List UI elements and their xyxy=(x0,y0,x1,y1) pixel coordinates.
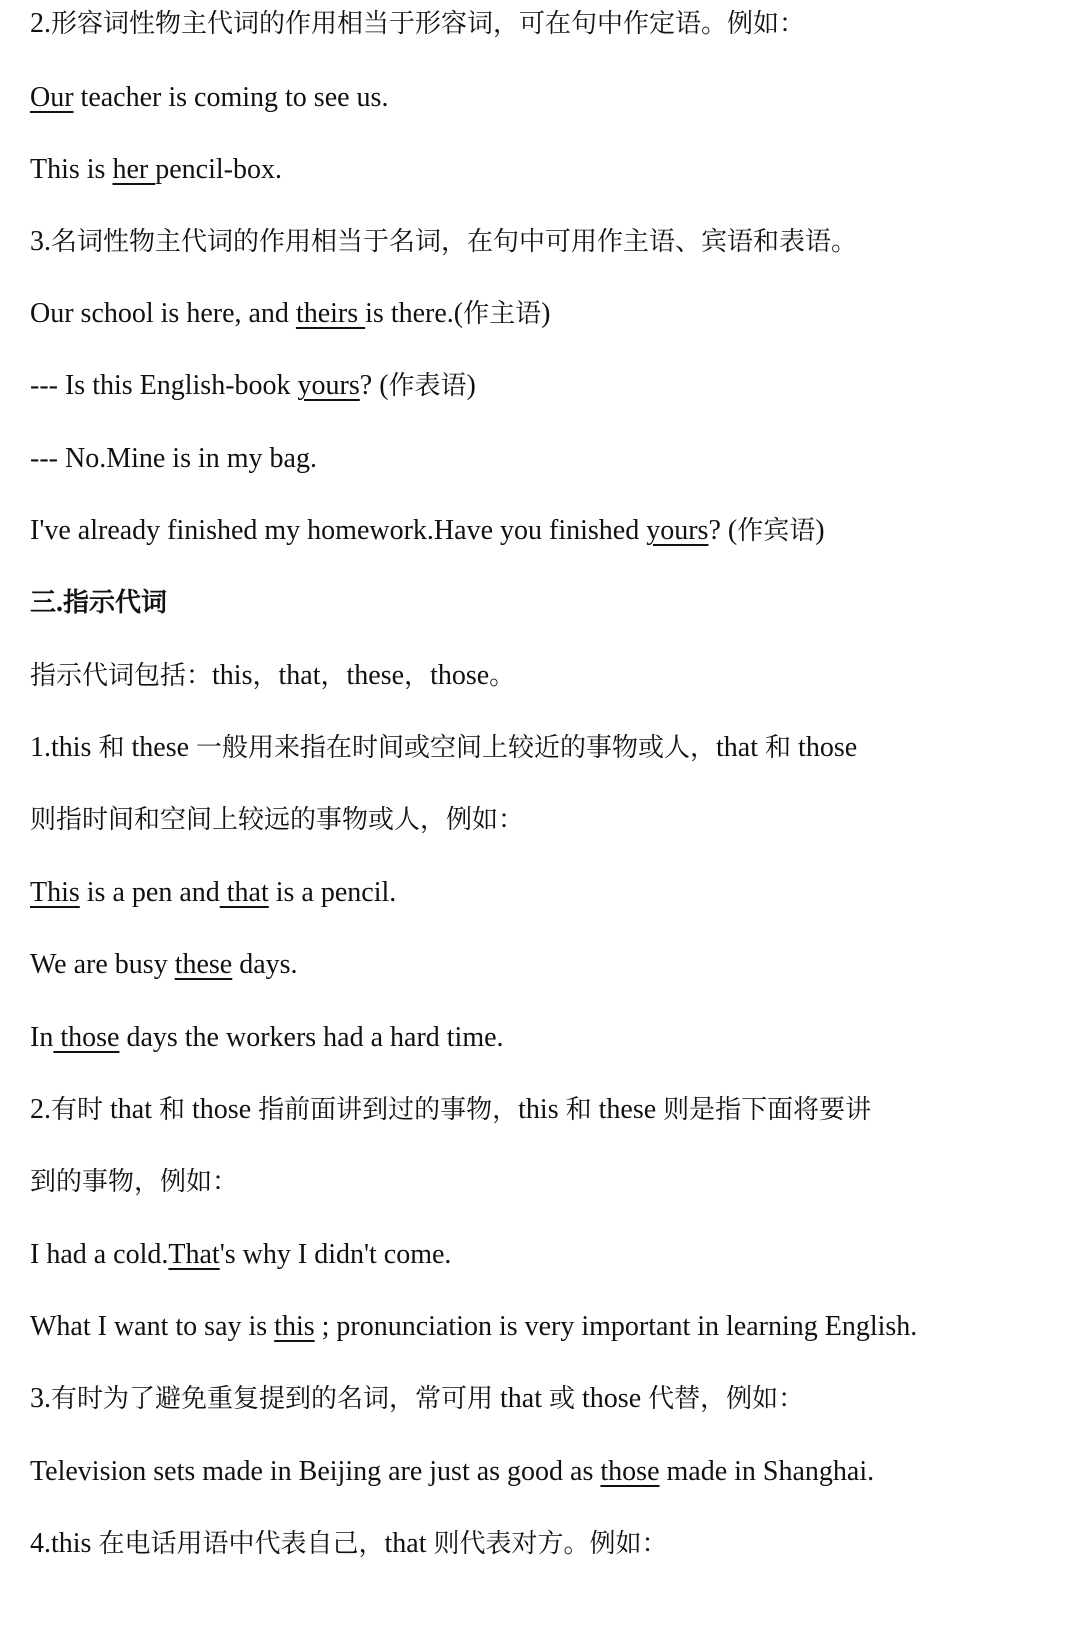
text-segment: pencil-box. xyxy=(155,154,282,185)
text-segment: 2.有时 that 和 those 指前面讲到过的事物，this 和 these 则是指下面将要讲 xyxy=(30,1094,872,1125)
text-line xyxy=(30,1522,1050,1566)
text-line xyxy=(30,437,1050,481)
text-segment: ? (作表语) xyxy=(359,370,476,401)
text-segment: is a pencil. xyxy=(268,877,397,908)
text-segment: I had a cold. xyxy=(30,1239,169,1270)
text-line xyxy=(30,1450,1050,1494)
text-segment: is a pen and xyxy=(79,877,220,908)
text-segment: ? (作宾语) xyxy=(708,515,825,546)
text-line xyxy=(30,148,1050,192)
underlined-word: her xyxy=(112,154,156,185)
text-line xyxy=(30,654,1050,698)
underlined-word: those xyxy=(53,1022,120,1053)
text-segment: ; pronunciation is very important in learning English. xyxy=(314,1311,918,1342)
text-line xyxy=(30,943,1050,987)
text-segment: days the workers had a hard time. xyxy=(119,1022,504,1053)
text-segment: Our school is here, and xyxy=(30,298,296,329)
text-segment: What I want to say is xyxy=(30,1311,275,1342)
text-segment: This is xyxy=(30,154,113,185)
text-line xyxy=(30,871,1050,915)
underlined-word: those xyxy=(600,1456,660,1487)
underlined-word: Our xyxy=(30,82,74,113)
underlined-word: yours xyxy=(297,370,360,401)
text-line xyxy=(30,1305,1050,1349)
text-segment: 's why I didn't come. xyxy=(219,1239,452,1270)
text-segment: --- No.Mine is in my bag. xyxy=(30,443,317,474)
text-line xyxy=(30,1377,1050,1421)
text-segment: teacher is coming to see us. xyxy=(73,82,389,113)
text-segment: Television sets made in Beijing are just as good as xyxy=(30,1456,601,1487)
underlined-word: theirs xyxy=(295,298,366,329)
text-segment: days. xyxy=(232,949,298,980)
text-line xyxy=(30,2,1050,46)
text-line xyxy=(30,798,1050,842)
text-line xyxy=(30,1088,1050,1132)
text-segment: I've already finished my homework.Have you finished xyxy=(30,515,647,546)
text-segment: 3.有时为了避免重复提到的名词，常可用 that 或 those 代替，例如： xyxy=(30,1383,805,1414)
text-line xyxy=(30,220,1050,264)
underlined-word: That xyxy=(168,1239,220,1270)
text-segment: 指示代词包括：this，that，these，those。 xyxy=(30,660,516,691)
text-line xyxy=(30,726,1050,770)
text-line xyxy=(30,292,1050,336)
text-line xyxy=(30,1160,1050,1204)
text-segment: 4.this 在电话用语中代表自己，that 则代表对方。例如： xyxy=(30,1528,668,1559)
underlined-word: these xyxy=(174,949,233,980)
text-segment: made in Shanghai. xyxy=(659,1456,875,1487)
text-segment: We are busy xyxy=(30,949,175,980)
section-heading xyxy=(30,581,1050,625)
text-segment: 到的事物，例如： xyxy=(30,1167,239,1197)
text-segment: --- Is this English-book xyxy=(30,370,298,401)
text-segment: 则指时间和空间上较远的事物或人，例如： xyxy=(30,805,525,835)
text-line xyxy=(30,76,1050,120)
text-line xyxy=(30,364,1050,408)
text-segment: 3.名词性物主代词的作用相当于名词，在句中可用作主语、宾语和表语。 xyxy=(30,226,858,257)
underlined-word: This xyxy=(30,877,80,908)
text-segment: is there.(作主语) xyxy=(365,298,551,329)
text-line xyxy=(30,1233,1050,1277)
text-segment: In xyxy=(30,1022,54,1053)
underlined-word: that xyxy=(219,877,269,908)
text-segment: 2.形容词性物主代词的作用相当于形容词，可在句中作定语。例如： xyxy=(30,8,806,39)
text-segment: 三.指示代词 xyxy=(30,587,168,618)
text-line xyxy=(30,509,1050,553)
underlined-word: this xyxy=(274,1311,315,1342)
text-segment: 1.this 和 these 一般用来指在时间或空间上较近的事物或人，that 和 those xyxy=(30,732,858,763)
text-line xyxy=(30,1016,1050,1060)
underlined-word: yours xyxy=(646,515,709,546)
